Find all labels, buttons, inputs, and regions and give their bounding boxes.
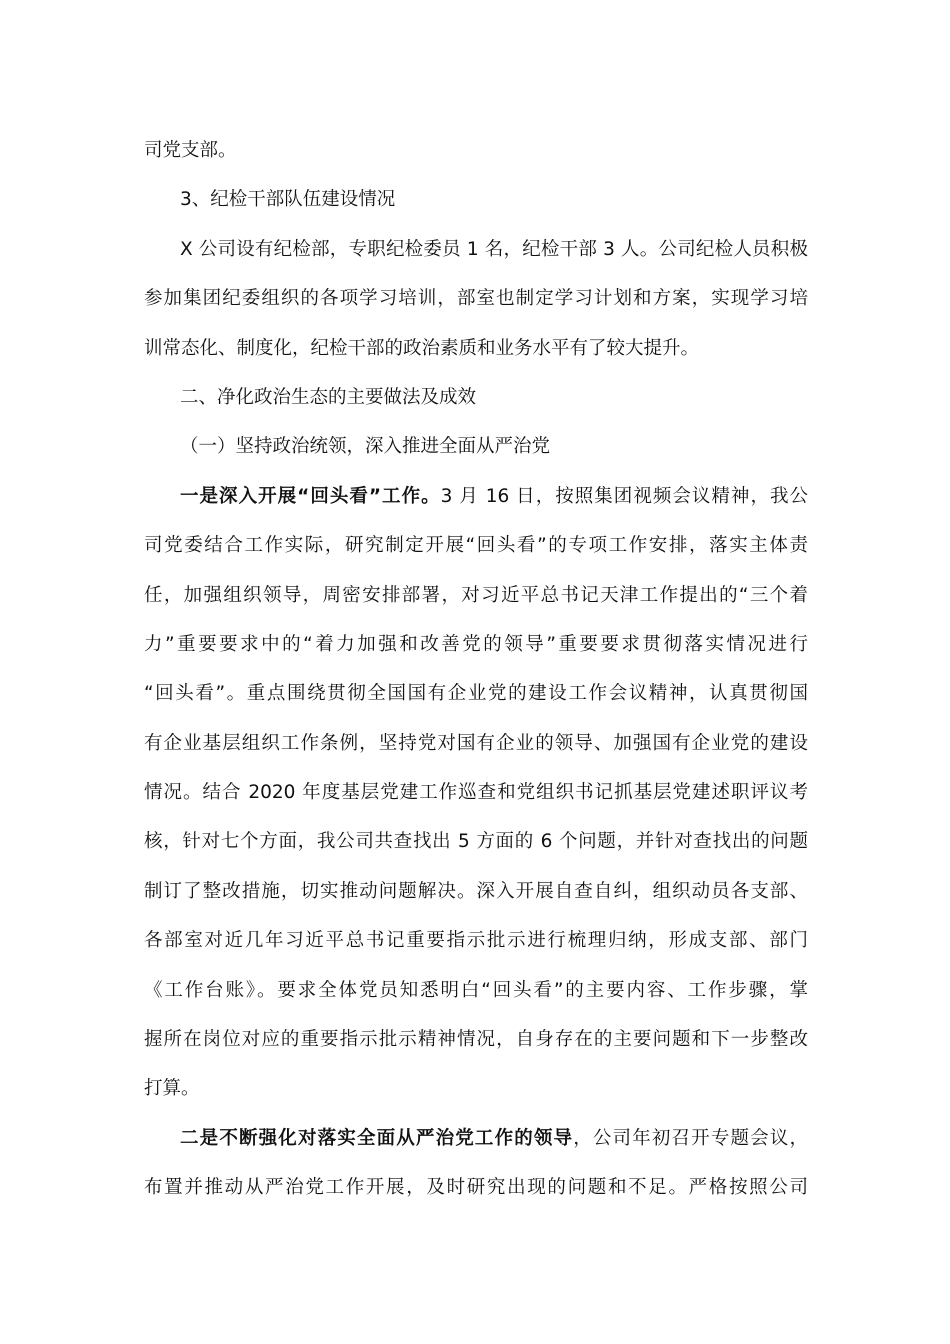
line-text: 握所在岗位对应的重要指示批示精神情况，自身存在的主要问题和下一步整改 — [144, 1029, 808, 1051]
document-body — [144, 126, 808, 1213]
line-text: 有企业基层组织工作条例，坚持党对国有企业的领导、加强国有企业党的建设 — [144, 732, 808, 754]
line-text: 情况。结合 2020 年度基层党建工作巡查和党组织书记抓基层党建述职评议考 — [144, 782, 808, 804]
paragraph-line — [144, 817, 808, 866]
line-text: 制订了整改措施，切实推动问题解决。深入开展自查自纠，组织动员各支部、 — [144, 880, 808, 902]
paragraph-line — [144, 669, 808, 718]
line-text: 参加集团纪委组织的各项学习培训，部室也制定学习计划和方案，实现学习培 — [144, 288, 808, 310]
line-text: 打算。 — [144, 1078, 200, 1100]
line-text: 司党支部。 — [144, 140, 237, 161]
heading-text: （一）坚持政治统领，深入推进全面从严治党 — [180, 436, 551, 458]
line-text: 《工作台账》。要求全体党员知悉明白“回头看”的主要内容、工作步骤，掌 — [144, 979, 808, 1001]
paragraph-line — [144, 1163, 808, 1212]
bold-lead-text: 一是深入开展“回头看”工作。 — [180, 485, 441, 507]
paragraph-line — [144, 571, 808, 620]
heading-text: 二、净化政治生态的主要做法及成效 — [180, 386, 477, 408]
paragraph-line — [144, 768, 808, 817]
paragraph-line — [144, 1015, 808, 1064]
paragraph-line — [144, 225, 808, 274]
line-text: 训常态化、制度化，纪检干部的政治素质和业务水平有了较大提升。 — [144, 337, 700, 359]
paragraph-line — [144, 1114, 808, 1163]
line-text: 核，针对七个方面，我公司共查找出 5 方面的 6 个问题，并针对查找出的问题 — [144, 831, 808, 853]
line-text: 布置并推动从严治党工作开展，及时研究出现的问题和不足。严格按照公司 — [144, 1177, 808, 1199]
line-text: ，公司年初召开专题会议， — [573, 1127, 808, 1149]
section-heading — [144, 373, 808, 422]
line-text: 各部室对近几年习近平总书记重要指示批示进行梳理归纳，形成支部、部门 — [144, 930, 808, 952]
paragraph-line — [144, 472, 808, 521]
paragraph-line — [144, 966, 808, 1015]
subsection-heading — [144, 422, 808, 471]
paragraph-line — [144, 1064, 808, 1113]
line-text: 司党委结合工作实际，研究制定开展“回头看”的专项工作安排，落实主体责 — [144, 535, 808, 557]
line-text: 任，加强组织领导，周密安排部署，对习近平总书记天津工作提出的“三个着 — [144, 584, 808, 606]
line-text: X 公司设有纪检部，专职纪检委员 1 名，纪检干部 3 人。公司纪检人员积极 — [180, 238, 808, 260]
line-text: 3 月 16 日，按照集团视频会议精神，我公 — [440, 485, 808, 507]
paragraph-line — [144, 274, 808, 323]
paragraph-line — [144, 620, 808, 669]
paragraph-line — [144, 867, 808, 916]
line-text: “回头看”。重点围绕贯彻全国国有企业党的建设工作会议精神，认真贯彻国 — [144, 683, 808, 705]
paragraph-line — [144, 521, 808, 570]
paragraph-line — [144, 719, 808, 768]
heading-text: 3、纪检干部队伍建设情况 — [180, 189, 396, 211]
line-text: 力”重要要求中的“着力加强和改善党的领导”重要要求贯彻落实情况进行 — [144, 633, 808, 655]
paragraph-line — [144, 916, 808, 965]
paragraph-line — [144, 126, 808, 175]
paragraph-line — [144, 324, 808, 373]
section-heading — [144, 175, 808, 224]
bold-lead-text: 二是不断强化对落实全面从严治党工作的领导 — [180, 1127, 574, 1149]
